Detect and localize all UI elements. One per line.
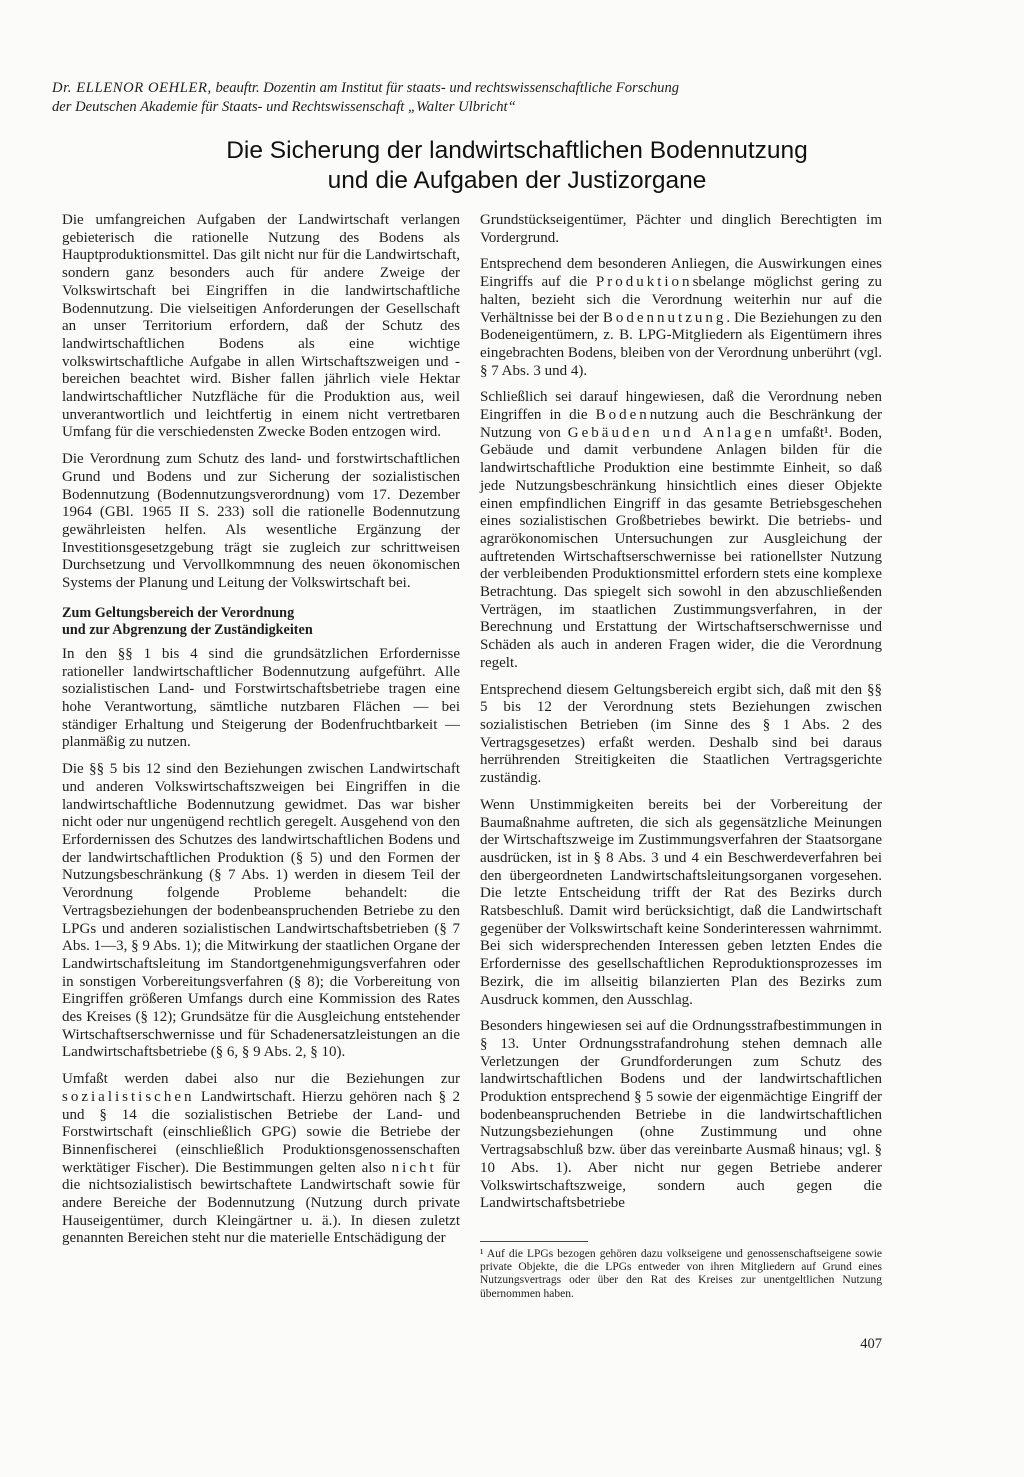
paragraph [480, 389, 882, 672]
text: Landwirtschaft. Hierzu gehören nach § 2 und § 14 die sozialistischen Betriebe der Land- und Forstwirtschaft (einschließlich GPG) sowie die Betriebe der Binnenfischerei (einschließlich Produktionsgenossenschaften werktätiger Fischer). Die Bestimmungen gelten also [62, 1088, 460, 1176]
text: nutzung auch die Beschränkung der Nutzung von [480, 407, 882, 441]
text: umfaßt¹. Boden, Gebäude und damit verbundene Anlagen bilden für die landwirtschaftliche Produktion eine bestimmte Einheit, so daß jede Nutzungsbeschränkung hinsichtlich eines dieser Objekte einen empfindlichen Eingriff in das gesamte Betriebsgeschehen eines sozialistischen Großbetriebes bewirkt. Die betriebs- und agrarökonomischen Untersuchungen zur Ausgleichung der auftretenden Wirtschaftserschwernisse bei rationellster Nutzung der verbleibenden Produktionsmittel erfordern stets eine komplexe Betrachtung. Das spiegelt sich sowohl in den abzuschließenden Verträgen, im staatlichen Zustimmungsverfahren, in der Berechnung und Erstattung der Wirtschaftserschwernisse und Schäden als auch in anderen Fragen wider, die die Verordnung regelt. [480, 424, 882, 671]
paragraph [480, 256, 882, 380]
right-column [480, 212, 882, 1222]
author-affiliation-1: beauftr. Dozentin am Institut für staats- und rechtswissenschaftliche Forschung [215, 80, 680, 96]
footnote: ¹ Auf die LPGs bezogen gehören dazu volkseigene und genossenschaftseigene sowie private Objekte, die die LPGs entweder von ihren Mitgliedern auf Grund eines Nutzungsvertrags oder über den Rat des Kreises zur unentgeltlichen Nutzung übernommen haben. [480, 1248, 882, 1300]
article-title [52, 136, 982, 196]
section-heading-line-1: Zum Geltungsbereich der Verordnung [62, 604, 295, 621]
title-line-1: Die Sicherung der landwirtschaftlichen Bodennutzung [226, 137, 808, 164]
text: für die nichtsozialistisch bewirtschaftete Landwirtschaft sowie für andere Bereiche der Bodennutzung (Nutzung durch private Hauseigentümer, durch Kleingärtner u. ä.). In diesen zuletzt genannten Bereichen steht nur die materielle Entschädigung der [62, 1159, 461, 1247]
section-heading-line-2: und zur Abgrenzung der Zuständigkeiten [62, 622, 313, 639]
spaced-emphasis: sozialistischen [62, 1088, 195, 1105]
page-number: 407 [860, 1336, 882, 1352]
spaced-emphasis: Bodennutzung [602, 309, 727, 326]
paragraph: Entsprechend diesem Geltungsbereich ergibt sich, daß mit den §§ 5 bis 12 der Verordnung stets Beziehungen zwischen sozialistischen Betrieben (im Sinne des § 1 Abs. 2 des Vertragsgesetzes) erfaßt werden. Deshalb sind bei daraus herrührenden Streitigkeiten die Staatlichen Vertragsgerichte zuständig. [480, 681, 882, 787]
author-line [52, 79, 992, 117]
author-line-1 [52, 79, 992, 98]
author-affiliation-2: der Deutschen Akademie für Staats- und Rechtswissenschaft „Walter Ulbricht“ [52, 99, 516, 115]
spaced-emphasis: Boden [595, 407, 650, 424]
spaced-emphasis: nicht [391, 1159, 437, 1176]
section-heading [62, 605, 460, 640]
paragraph: Die §§ 5 bis 12 sind den Beziehungen zwischen Landwirtschaft und anderen Volkswirtschaftszweigen bei Eingriffen in die landwirtschaftliche Bodennutzung gewidmet. Das war bisher nicht oder nur ungenügend rechtlich geregelt. Ausgehend von den Erfordernissen des Schutzes des landwirtschaftlichen Bodens und der landwirtschaftlichen Produktion (§ 5) und den Formen der Nutzungsbeschränkung (§ 7 Abs. 1) werden in diesem Teil der Verordnung folgende Probleme behandelt: die Vertragsbeziehungen der bodenbeanspruchenden Betriebe zu den LPGs und anderen sozialistischen Landwirtschaftsbetrieben (§ 7 Abs. 1—3, § 9 Abs. 1); die Mitwirkung der staatlichen Organe der Landwirtschaftsleitung im Standortgenehmigungsverfahren oder in sonstigen Vorbereitungsverfahren (§ 8); die Vorbereitung von Eingriffen größeren Umfangs durch eine Kommission des Rates des Kreises (§ 12); Grundsätze für die Ausgleichung entstehender Wirtschaftserschwernisse und für Schadenersatzleistungen an die Landwirtschaftsbetriebe (§ 6, § 9 Abs. 2, § 10). [62, 761, 460, 1061]
paragraph [62, 1071, 460, 1248]
paragraph: In den §§ 1 bis 4 sind die grundsätzlichen Erfordernisse rationeller landwirtschaftlicher Bodennutzung aufgeführt. Alle sozialistischen Land- und Forstwirtschaftsbetriebe tragen eine hohe Verantwortung, sämtliche nutzbaren Flächen — bei ständiger Erhaltung und Steigerung der Bodenfruchtbarkeit — planmäßig zu nutzen. [62, 645, 460, 751]
title-line-2: und die Aufgaben der Justizorgane [327, 167, 707, 194]
spaced-emphasis: Gebäuden und Anlagen [567, 424, 775, 441]
footnote-divider [480, 1241, 588, 1242]
paragraph: Die Verordnung zum Schutz des land- und forstwirtschaftlichen Grund und Bodens und zur Sicherung der sozialistischen Bodennutzung (Bodennutzungsverordnung) vom 17. Dezember 1964 (GBl. 1965 II S. 233) soll die rationelle Bodennutzung gewährleisten helfen. Als wesentliche Ergänzung der Investitionsgesetzgebung trägt sie zugleich zur schrittweisen Durchsetzung und Vervollkommnung des neuen ökonomischen Systems der Planung und Leitung der Volkswirtschaft bei. [62, 451, 460, 592]
text: . Die Beziehungen zu den Bodeneigentümern, z. B. LPG-Mitgliedern als Eigentümern ihres eingebrachten Bodens, bleiben von der Verordnung unberührt (vgl. § 7 Abs. 3 und 4). [480, 309, 882, 379]
spaced-emphasis: Produktion [595, 274, 693, 291]
paragraph: Die umfangreichen Aufgaben der Landwirtschaft verlangen gebieterisch die rationelle Nutzung des Bodens als Hauptproduktionsmittel. Das gilt nicht nur für die Landwirtschaft, sondern ganz besonders auch für andere Zweige der Volkswirtschaft bei Eingriffen in die landwirtschaftliche Bodennutzung. Die vielseitigen Anforderungen der Gesellschaft an unser Territorium erfordern, daß der Schutz des landwirtschaftlichen Bodens als eine wichtige volkswirtschaftliche Aufgabe in allen Wirtschaftszweigen und -bereichen beachtet wird. Bisher fallen jährlich viele Hektar landwirtschaftlicher Nutzfläche für die Produktion aus, weil unverantwortlich und leichtfertig in einem nicht vertretbaren Umfang für die verschiedensten Zwecke Boden entzogen wird. [62, 212, 460, 441]
text: Entsprechend dem besonderen Anliegen, die Auswirkungen eines Eingriffs auf die [480, 256, 882, 291]
paragraph: Wenn Unstimmigkeiten bereits bei der Vorbereitung der Baumaßnahme auftreten, die sich als gegensätzliche Meinungen der Wirtschaftszweige im Zustimmungsverfahren der Staatsorgane ausdrücken, ist in § 8 Abs. 3 und 4 ein Beschwerdeverfahren bei den übergeordneten Landwirtschaftsleitungsorganen vorgesehen. Die letzte Entscheidung trifft der Rat des Bezirks durch Ratsbeschluß. Damit wird berücksichtigt, daß die Landwirtschaft gegenüber der Volkswirtschaft keine Sonderinteressen wahrnimmt. Bei sich widersprechenden Interessen geben letzten Endes die Erfordernisse des gesellschaftlichen Reproduktionsprozesses im Bezirk, die im allseitig bilanzierten Plan des Bezirks zum Ausdruck kommen, den Ausschlag. [480, 796, 882, 1008]
paragraph: Grundstückseigentümer, Pächter und dinglich Berechtigten im Vordergrund. [480, 212, 882, 246]
text: Schließlich sei darauf hingewiesen, daß die Verordnung neben Eingriffen in die [480, 389, 882, 424]
author-name: Dr. ELLENOR OEHLER, [52, 80, 212, 96]
text: sbelange möglichst gering zu halten, bezieht sich die Verordnung weiterhin nur auf die Verhältnisse bei der [480, 274, 883, 326]
text: Umfaßt werden dabei also nur die Beziehungen zur [62, 1071, 460, 1088]
paragraph: Besonders hingewiesen sei auf die Ordnungsstrafbestimmungen in § 13. Unter Ordnungsstrafandrohung stehen demnach alle Verletzungen der Grundforderungen zum Schutz des landwirtschaftlichen Bodens und der landwirtschaftlichen Produktion entsprechend § 5 sowie der eigenmächtige Eingriff der bodenbeanspruchenden Betriebe in die landwirtschaftlichen Nutzungsbeziehungen (ohne Zustimmung und ohne Vertragsabschluß bzw. über das vereinbarte Ausmaß hinaus; vgl. § 10 Abs. 1). Aber nicht nur gegen Betriebe anderer Volkswirtschaftszweige, sondern auch gegen die Landwirtschaftsbetriebe [480, 1018, 882, 1212]
left-column [62, 212, 460, 1257]
